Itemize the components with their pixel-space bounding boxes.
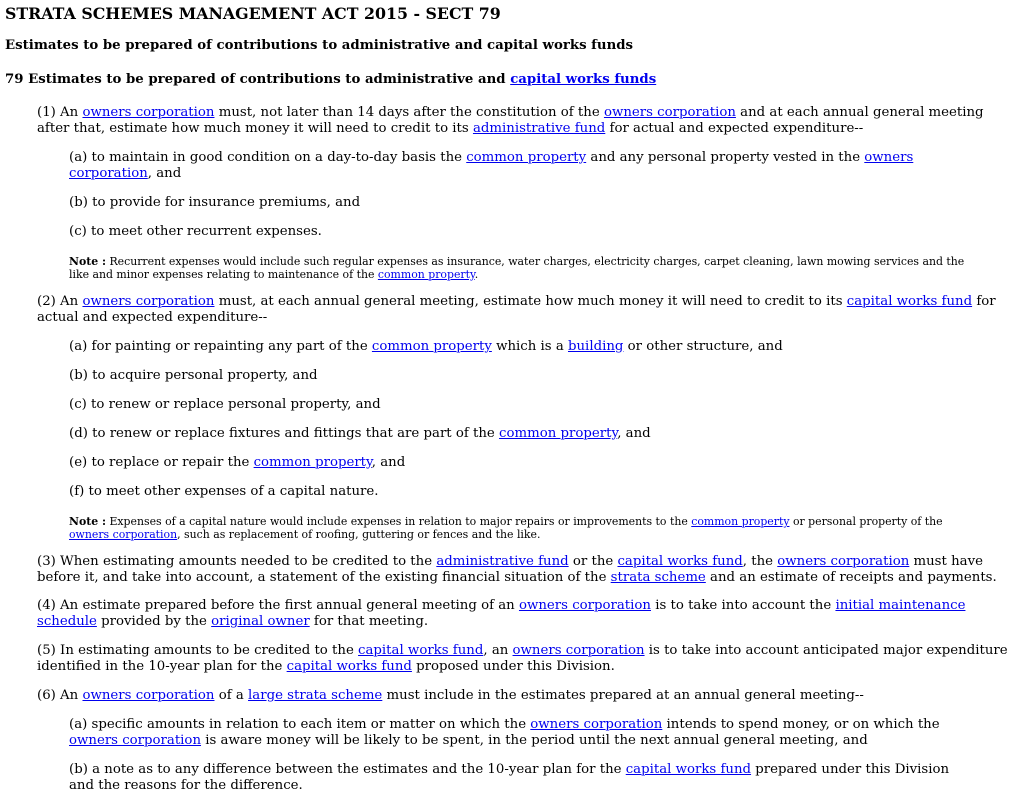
owners-corporation-link[interactable]: owners corporation xyxy=(518,598,651,613)
note-label: Note : xyxy=(69,255,106,268)
strata-scheme-link[interactable]: strata scheme xyxy=(610,570,706,585)
paragraph-2d: (d) to renew or replace fixtures and fittings that are part of the common property, and xyxy=(69,426,651,441)
subsection-3: (3) When estimating amounts needed to be credited to the administrative fund or the capital works fund, the owners corporation must have before it, and take into account, a statement of the existing financial situation of the strata scheme and an estimate of receipts and payments. xyxy=(37,554,997,585)
note-1: Note : Recurrent expenses would include such regular expenses as insurance, water charges, electricity charges, carpet cleaning, lawn mowing services and the like and minor expenses relating to maintenance of the common property. xyxy=(69,255,965,281)
common-property-link[interactable]: common property xyxy=(253,455,372,470)
subsection-1: (1) An owners corporation must, not later than 14 days after the constitution of the owners corporation and at each annual general meeting after that, estimate how much money it will need to credit to its administrative fund for actual and expected expenditure-- xyxy=(37,105,984,136)
paragraph-2a: (a) for painting or repainting any part of the common property which is a building or other structure, and xyxy=(69,339,783,354)
paragraph-2e: (e) to replace or repair the common property, and xyxy=(69,455,406,470)
common-property-link[interactable]: common property xyxy=(466,150,587,165)
owners-corporation-link[interactable]: owners corporation xyxy=(603,105,736,120)
subsection-4: (4) An estimate prepared before the first annual general meeting of an owners corporation is to take into account the initial maintenance schedule provided by the original owner for that meeting. xyxy=(37,598,966,629)
common-property-link[interactable]: common property xyxy=(377,268,475,281)
owners-corporation-link[interactable]: owners corporation xyxy=(512,643,645,658)
building-link[interactable]: building xyxy=(567,339,624,354)
paragraph-6b: (b) a note as to any difference between the estimates and the 10-year plan for the capital works fund prepared under this Division and the reasons for the difference. xyxy=(69,762,950,793)
initial-maintenance-schedule-link[interactable]: initial maintenance schedule xyxy=(37,598,966,629)
owners-corporation-link[interactable]: owners corporation xyxy=(69,150,914,181)
section-heading: Estimates to be prepared of contributions to administrative and capital works funds xyxy=(5,38,634,53)
note-2: Note : Expenses of a capital nature would include expenses in relation to major repairs or improvements to the common property or personal property of the owners corporation, such as replacement of roofing, guttering or fences and the like. xyxy=(69,515,943,541)
subsection-6: (6) An owners corporation of a large strata scheme must include in the estimates prepared at an annual general meeting-- xyxy=(37,688,864,703)
subsection-2: (2) An owners corporation must, at each annual general meeting, estimate how much money it will need to credit to its capital works fund for actual and expected expenditure-- xyxy=(37,294,996,325)
common-property-link[interactable]: common property xyxy=(499,426,618,441)
administrative-fund-link[interactable]: administrative fund xyxy=(436,554,569,569)
capital-works-fund-link[interactable]: capital works fund xyxy=(617,554,743,569)
capital-works-fund-link[interactable]: capital works fund xyxy=(625,762,752,777)
paragraph-1b: (b) to provide for insurance premiums, and xyxy=(69,195,361,210)
owners-corporation-link[interactable]: owners corporation xyxy=(82,294,215,309)
paragraph-1c: (c) to meet other recurrent expenses. xyxy=(69,224,322,239)
section-title xyxy=(5,72,1019,88)
capital-works-funds-link[interactable]: capital works funds xyxy=(510,72,657,87)
subsection-5: (5) In estimating amounts to be credited to the capital works fund, an owners corporation is to take into account anticipated major expenditure identified in the 10-year plan for the capital works fund proposed under this Division. xyxy=(37,643,1008,674)
note-label: Note : xyxy=(69,515,106,528)
capital-works-fund-link[interactable]: capital works fund xyxy=(846,294,973,309)
large-strata-scheme-link[interactable]: large strata scheme xyxy=(248,688,383,703)
administrative-fund-link[interactable]: administrative fund xyxy=(472,121,606,136)
section-title-text: 79 Estimates to be prepared of contributions to administrative and xyxy=(5,72,506,87)
owners-corporation-link[interactable]: owners corporation xyxy=(82,105,215,120)
paragraph-2b: (b) to acquire personal property, and xyxy=(69,368,318,383)
original-owner-link[interactable]: original owner xyxy=(211,614,310,629)
paragraph-1a: (a) to maintain in good condition on a day-to-day basis the common property and any personal property vested in the owners corporation, and xyxy=(69,150,914,181)
owners-corporation-link[interactable]: owners corporation xyxy=(82,688,215,703)
paragraph-2c: (c) to renew or replace personal property, and xyxy=(69,397,381,412)
paragraph-2f: (f) to meet other expenses of a capital nature. xyxy=(69,484,379,499)
act-title: STRATA SCHEMES MANAGEMENT ACT 2015 - SECT 79 xyxy=(5,4,501,23)
common-property-link[interactable]: common property xyxy=(691,515,790,528)
owners-corporation-link[interactable]: owners corporation xyxy=(69,528,178,541)
owners-corporation-link[interactable]: owners corporation xyxy=(69,733,202,748)
legislation-page xyxy=(5,5,1019,794)
owners-corporation-link[interactable]: owners corporation xyxy=(530,717,663,732)
capital-works-fund-link[interactable]: capital works fund xyxy=(358,643,484,658)
owners-corporation-link[interactable]: owners corporation xyxy=(777,554,910,569)
common-property-link[interactable]: common property xyxy=(371,339,492,354)
capital-works-fund-link[interactable]: capital works fund xyxy=(286,659,412,674)
paragraph-6a: (a) specific amounts in relation to each item or matter on which the owners corporation intends to spend money, or on which the owners corporation is aware money will be likely to be spent, in the period until the next annual general meeting, and xyxy=(69,717,940,748)
